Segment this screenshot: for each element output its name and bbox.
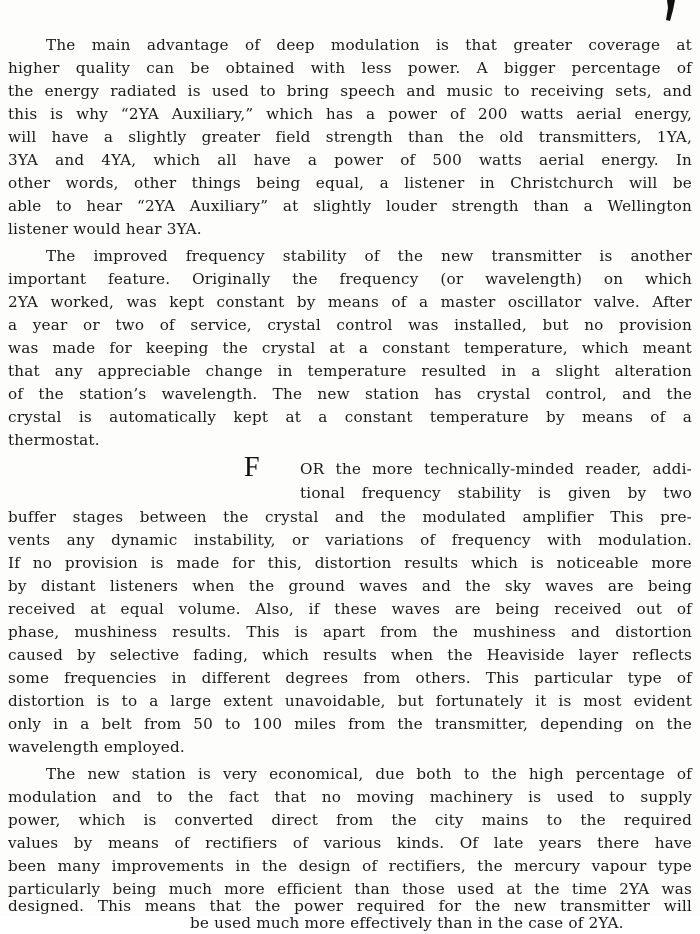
text-line: received at equal volume. Also, if these waves are being received out of — [8, 600, 692, 618]
text-line: a year or two of service, crystal control was installed, but no provision — [8, 316, 692, 334]
text-line: other words, other things being equal, a listener in Christchurch will be — [8, 174, 692, 192]
text-line: The main advantage of deep modulation is that greater coverage at — [46, 36, 692, 54]
text-line: caused by selective fading, which results when the Heaviside layer reflects — [8, 646, 692, 664]
text-line: The new station is very economical, due both to the high percentage of — [46, 765, 692, 783]
text-line: thermostat. — [8, 431, 100, 449]
text-line: only in a belt from 50 to 100 miles from the transmitter, depending on the — [8, 715, 692, 733]
text-line: of the station’s wavelength. The new station has crystal control, and the — [8, 385, 692, 403]
text-line: The improved frequency stability of the new transmitter is another — [46, 247, 692, 265]
text-line: the energy radiated is used to bring speech and music to receiving sets, and — [8, 82, 692, 100]
text-line: particularly being much more efficient than those used at the time 2YA was — [8, 880, 692, 898]
text-line: important feature. Originally the frequency (or wavelength) on which — [8, 270, 692, 288]
text-line: able to hear “2YA Auxiliary” at slightly louder strength than a Wellington — [8, 197, 692, 215]
text-line: distortion is to a large extent unavoidable, but fortunately it is most evident — [8, 692, 692, 710]
text-line: 3YA and 4YA, which all have a power of 500 watts aerial energy. In — [8, 151, 692, 169]
text-line: some frequencies in different degrees from others. This particular type of — [8, 669, 692, 687]
text-line: If no provision is made for this, distortion results which is noticeable more — [8, 554, 692, 572]
text-line: OR the more technically-minded reader, addi- — [300, 460, 692, 478]
text-line: be used much more effectively than in the case of 2YA. — [190, 914, 624, 932]
text-line: crystal is automatically kept at a constant temperature by means of a — [8, 408, 692, 426]
text-line: listener would hear 3YA. — [8, 220, 202, 238]
text-line: wavelength employed. — [8, 738, 185, 756]
text-line: power, which is converted direct from the city mains to the required — [8, 811, 692, 829]
text-line: values by means of rectifiers of various kinds. Of late years there have — [8, 834, 692, 852]
text-line: higher quality can be obtained with less power. A bigger percentage of — [8, 59, 692, 77]
drop-cap-letter: F — [244, 452, 260, 483]
text-line: tional frequency stability is given by two — [300, 484, 692, 502]
ink-blot-mark — [663, 0, 677, 24]
text-line: 2YA worked, was kept constant by means of a master oscillator valve. After — [8, 293, 692, 311]
text-line: will have a slightly greater field strength than the old transmitters, 1YA, — [8, 128, 692, 146]
text-line: phase, mushiness results. This is apart from the mushiness and distortion — [8, 623, 692, 641]
text-line: designed. This means that the power required for the new transmitter will — [8, 897, 692, 915]
text-line: been many improvements in the design of rectifiers, the mercury vapour type — [8, 857, 692, 875]
text-line: modulation and to the fact that no moving machinery is used to supply — [8, 788, 692, 806]
text-line: by distant listeners when the ground waves and the sky waves are being — [8, 577, 692, 595]
text-line: vents any dynamic instability, or variations of frequency with modulation. — [8, 531, 692, 549]
text-line: buffer stages between the crystal and the modulated amplifier This pre- — [8, 508, 692, 526]
text-line: that any appreciable change in temperature resulted in a slight alteration — [8, 362, 692, 380]
text-line: was made for keeping the crystal at a constant temperature, which meant — [8, 339, 692, 357]
text-line: this is why “2YA Auxiliary,” which has a power of 200 watts aerial energy, — [8, 105, 692, 123]
